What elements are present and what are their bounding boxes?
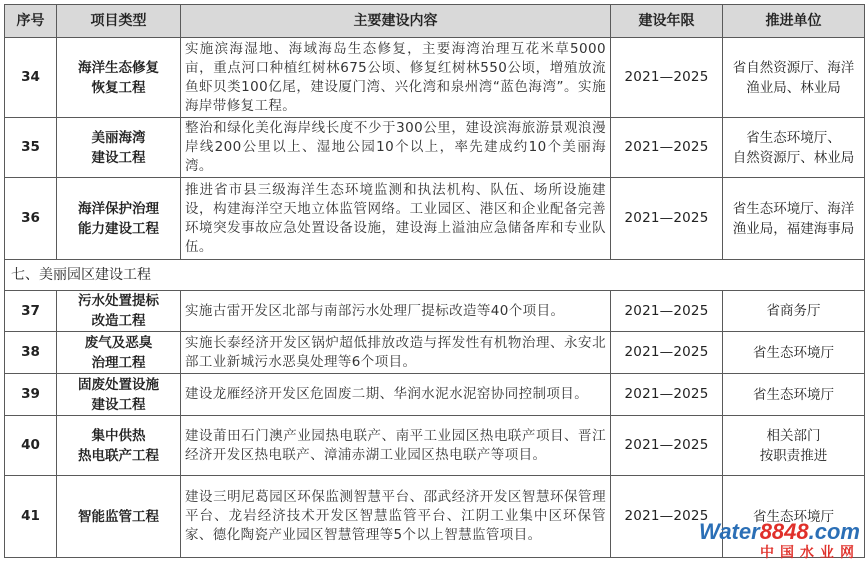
- row-content: 实施古雷开发区北部与南部污水处理厂提标改造等40个项目。: [181, 291, 611, 332]
- table-header-row: [5, 5, 865, 38]
- row-project-type: 污水处置提标 改造工程: [57, 291, 181, 332]
- section-title: 七、美丽园区建设工程: [5, 260, 865, 291]
- row-project-type: 海洋生态修复 恢复工程: [57, 38, 181, 118]
- row-serial: 37: [5, 291, 57, 332]
- row-units: 省自然资源厅、海洋 渔业局、林业局: [723, 38, 865, 118]
- watermark-site-name: 中国水业网: [760, 544, 860, 560]
- row-project-type: 海洋保护治理 能力建设工程: [57, 178, 181, 260]
- table-row: [5, 416, 865, 476]
- row-project-type: 固废处置设施 建设工程: [57, 374, 181, 416]
- row-years: 2021—2025: [611, 178, 723, 260]
- watermark-logo: [699, 521, 860, 561]
- row-units: 省生态环境厅: [723, 332, 865, 374]
- row-content: 实施滨海湿地、海域海岛生态修复，主要海湾治理互花米草5000亩，重点河口种植红树林675公顷、修复红树林550公顷，增殖放流鱼虾贝类100亿尾，建设厦门湾、兴化湾和泉州湾“蓝色海湾”。实施海岸带修复工程。: [181, 38, 611, 118]
- row-years: 2021—2025: [611, 291, 723, 332]
- header-project-type: 项目类型: [57, 5, 181, 38]
- row-content: 建设龙雁经济开发区危固废二期、华润水泥水泥窑协同控制项目。: [181, 374, 611, 416]
- row-serial: 39: [5, 374, 57, 416]
- row-content: 整治和绿化美化海岸线长度不少于300公里，建设滨海旅游景观浪漫岸线200公里以上、湿地公园10个以上，率先建成约10个美丽海湾。: [181, 118, 611, 178]
- project-table: [4, 4, 865, 558]
- header-main-content: 主要建设内容: [181, 5, 611, 38]
- row-units: 省生态环境厅、 自然资源厅、林业局: [723, 118, 865, 178]
- row-serial: 38: [5, 332, 57, 374]
- row-project-type: 智能监管工程: [57, 476, 181, 558]
- row-content: 实施长泰经济开发区锅炉超低排放改造与挥发性有机物治理、永安北部工业新城污水恶臭处理等6个项目。: [181, 332, 611, 374]
- row-project-type: 美丽海湾 建设工程: [57, 118, 181, 178]
- row-years: 2021—2025: [611, 416, 723, 476]
- table-row: [5, 38, 865, 118]
- row-serial: 40: [5, 416, 57, 476]
- row-project-type: 集中供热 热电联产工程: [57, 416, 181, 476]
- table-row: [5, 178, 865, 260]
- row-units: 省商务厅: [723, 291, 865, 332]
- table-row: [5, 291, 865, 332]
- row-serial: 35: [5, 118, 57, 178]
- table-row: [5, 374, 865, 416]
- row-units: 省生态环境厅: [723, 374, 865, 416]
- table-row: [5, 332, 865, 374]
- row-content: 建设莆田石门澳产业园热电联产、南平工业园区热电联产项目、晋江经济开发区热电联产、漳浦赤湖工业园区热电联产等项目。: [181, 416, 611, 476]
- row-years: 2021—2025: [611, 476, 723, 558]
- watermark-domain: Water8848.com: [698, 519, 860, 544]
- row-units: 省生态环境厅: [723, 476, 865, 558]
- header-years: 建设年限: [611, 5, 723, 38]
- row-years: 2021—2025: [611, 118, 723, 178]
- table-row: [5, 118, 865, 178]
- row-serial: 36: [5, 178, 57, 260]
- row-serial: 41: [5, 476, 57, 558]
- row-content: 建设三明尼葛园区环保监测智慧平台、邵武经济开发区智慧环保管理平台、龙岩经济技术开发区智慧监管平台、江阴工业集中区环保管家、德化陶瓷产业园区智慧管理等5个以上智慧监管项目。: [181, 476, 611, 558]
- row-units: 省生态环境厅、海洋 渔业局，福建海事局: [723, 178, 865, 260]
- row-years: 2021—2025: [611, 332, 723, 374]
- header-serial: 序号: [5, 5, 57, 38]
- row-content: 推进省市县三级海洋生态环境监测和执法机构、队伍、场所设施建设，构建海洋空天地立体监管网络。工业园区、港区和企业配备完善环境突发事故应急处置设备设施，建设海上溢油应急储备库和专业队伍。: [181, 178, 611, 260]
- section-row: [5, 260, 865, 291]
- row-units: 相关部门 按职责推进: [723, 416, 865, 476]
- row-serial: 34: [5, 38, 57, 118]
- header-units: 推进单位: [723, 5, 865, 38]
- row-project-type: 废气及恶臭 治理工程: [57, 332, 181, 374]
- row-years: 2021—2025: [611, 38, 723, 118]
- row-years: 2021—2025: [611, 374, 723, 416]
